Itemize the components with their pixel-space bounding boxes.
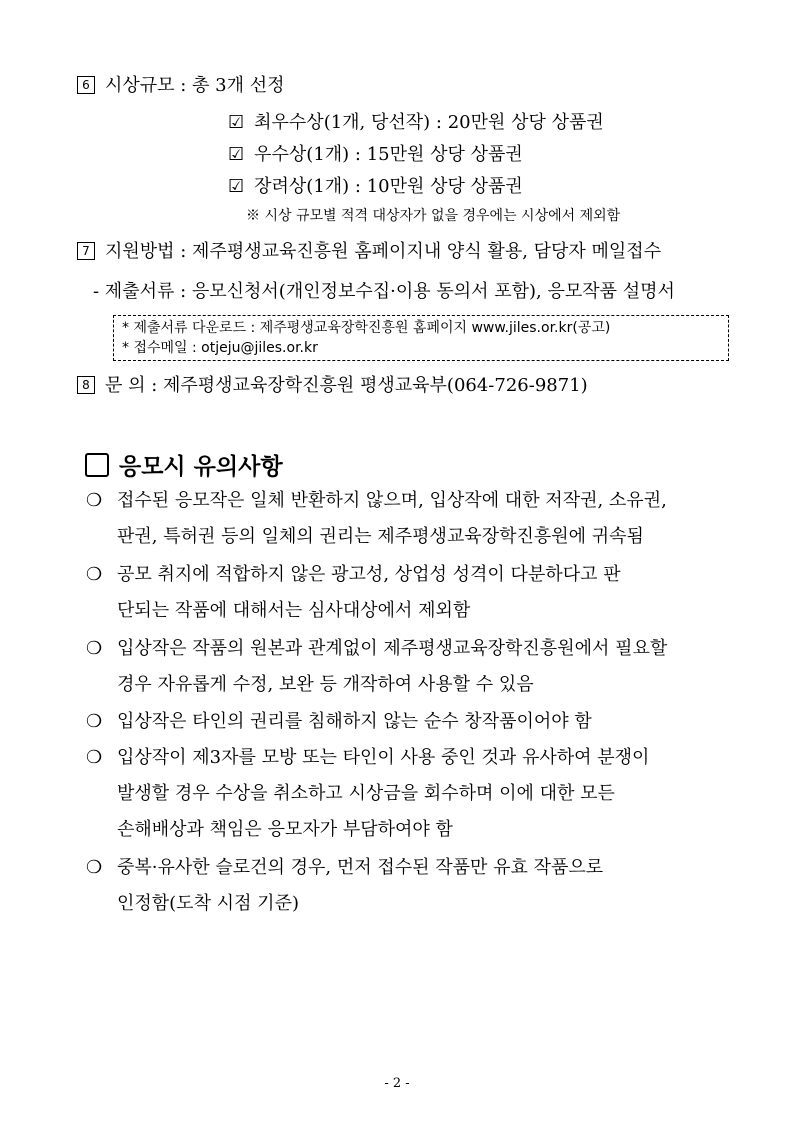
award-note: ※ 시상 규모별 적격 대상자가 없을 경우에는 시상에서 제외함 <box>246 208 621 224</box>
submission-docs: - 제출서류 : 응모신청서(개인정보수집·이용 동의서 포함), 응모작품 설명서 <box>93 281 675 302</box>
note-line: 발생할 경우 수상을 취소하고 시상금을 회수하며 이에 대한 모든 <box>117 783 615 804</box>
note-item <box>117 631 737 703</box>
item-8 <box>77 374 588 398</box>
note-line: 경우 자유롭게 수정, 보완 등 개작하여 사용할 수 있음 <box>117 674 534 695</box>
note-item <box>117 740 737 848</box>
award-item <box>228 111 604 135</box>
item-text: 지원방법 : 제주평생교육진흥원 홈페이지내 양식 활용, 담당자 메일접수 <box>105 241 662 262</box>
number-box: 8 <box>77 376 95 394</box>
note-line: 입상작은 타인의 권리를 침해하지 않는 순수 창작품이어야 함 <box>117 711 592 732</box>
note-line: 인정함(도착 시점 기준) <box>117 893 299 914</box>
note-line: 판권, 특허권 등의 일체의 권리는 제주평생교육장학진흥원에 귀속됨 <box>117 526 644 547</box>
checkbox-icon: ☑ <box>228 112 245 133</box>
award-text: 우수상(1개) : 15만원 상당 상품권 <box>254 144 523 165</box>
circle-bullet-icon: ❍ <box>86 638 103 659</box>
note-line: 중복·유사한 슬로건의 경우, 먼저 접수된 작품만 유효 작품으로 <box>117 857 604 878</box>
note-line: 공모 취지에 적합하지 않은 광고성, 상업성 성격이 다분하다고 판 <box>117 564 621 585</box>
number-box: 6 <box>77 76 95 94</box>
email-line: * 접수메일 : otjeju@jiles.or.kr <box>122 340 318 356</box>
item-6 <box>77 74 285 98</box>
note-line: 단되는 작품에 대해서는 심사대상에서 제외함 <box>117 600 471 621</box>
download-line: * 제출서류 다운로드 : 제주평생교육장학진흥원 홈페이지 www.jiles.or.kr(공고) <box>122 320 611 336</box>
circle-bullet-icon: ❍ <box>86 490 103 511</box>
note-line: 입상작이 제3자를 모방 또는 타인이 사용 중인 것과 유사하여 분쟁이 <box>117 747 650 768</box>
square-icon <box>85 453 109 477</box>
note-line: 접수된 응모작은 일체 반환하지 않으며, 입상작에 대한 저작권, 소유권, <box>117 490 667 511</box>
section-title: 응모시 유의사항 <box>119 454 283 480</box>
item-text: 문 의 : 제주평생교육장학진흥원 평생교육부(064-726-9871) <box>105 375 588 396</box>
checkbox-icon: ☑ <box>228 144 245 165</box>
award-item <box>228 175 523 199</box>
note-line: 입상작은 작품의 원본과 관계없이 제주평생교육장학진흥원에서 필요할 <box>117 638 668 659</box>
download-info-box <box>113 315 729 361</box>
page-number: - 2 - <box>384 1076 410 1091</box>
number-box: 7 <box>77 242 95 260</box>
note-item <box>117 850 737 922</box>
award-text: 최우수상(1개, 당선작) : 20만원 상당 상품권 <box>254 112 604 133</box>
note-item <box>117 704 737 740</box>
circle-bullet-icon: ❍ <box>86 564 103 585</box>
circle-bullet-icon: ❍ <box>86 857 103 878</box>
note-item <box>117 483 737 555</box>
award-item <box>228 143 523 167</box>
award-text: 장려상(1개) : 10만원 상당 상품권 <box>254 176 523 197</box>
checkbox-icon: ☑ <box>228 176 245 197</box>
circle-bullet-icon: ❍ <box>86 747 103 768</box>
note-item <box>117 557 737 629</box>
section-heading <box>85 452 283 482</box>
note-line: 손해배상과 책임은 응모자가 부담하여야 함 <box>117 819 453 840</box>
circle-bullet-icon: ❍ <box>86 711 103 732</box>
item-text: 시상규모 : 총 3개 선정 <box>105 75 285 96</box>
item-7 <box>77 240 661 264</box>
